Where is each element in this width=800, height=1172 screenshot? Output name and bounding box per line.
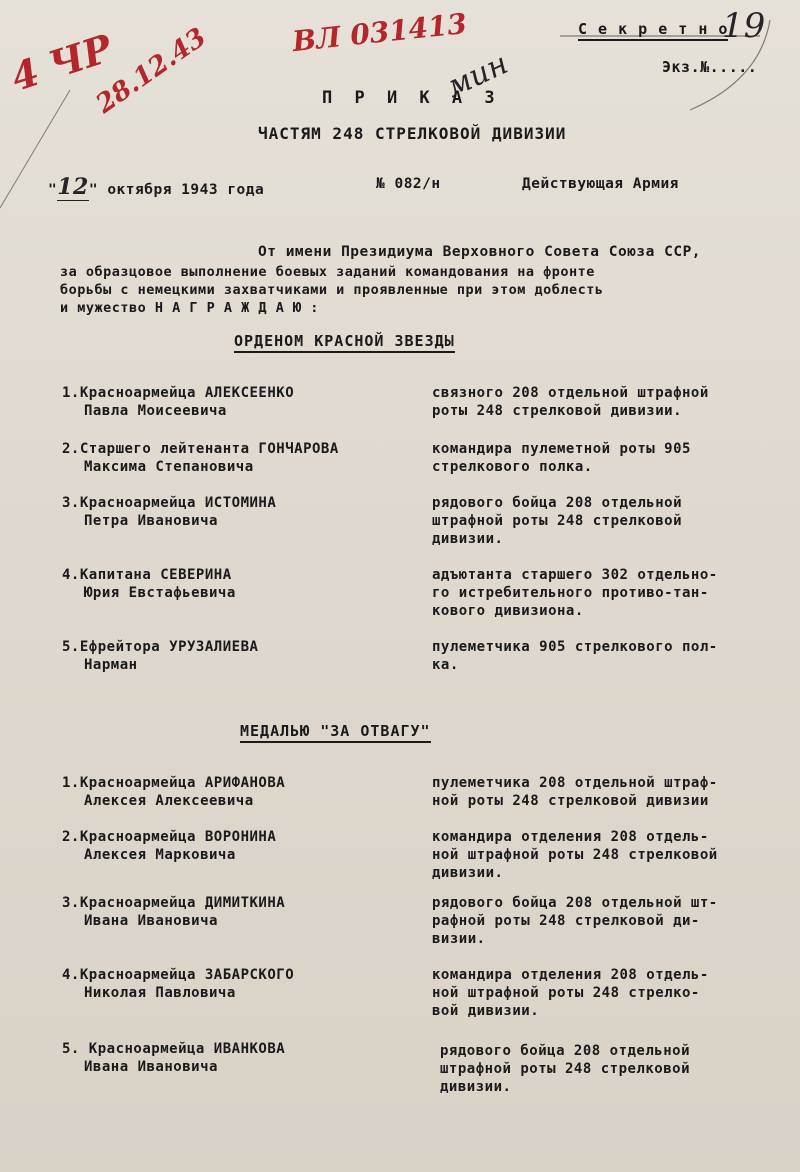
recipient-given-names: Алексея Алексеевича	[84, 793, 254, 809]
classification-label: С е к р е т н о	[578, 20, 728, 41]
section1-heading: ОРДЕНОМ КРАСНОЙ ЗВЕЗДЫ	[234, 332, 455, 353]
duty-line: стрелкового полка.	[432, 459, 593, 475]
duty-line: командира пулеметной роты 905	[432, 441, 691, 457]
duty-line: го истребительного противо-тан-	[432, 585, 709, 601]
recipient-rank-surname: 5. Красноармейца ИВАНКОВА	[62, 1041, 286, 1057]
recipient-rank-surname: 4.Красноармейца ЗАБАРСКОГО	[62, 967, 295, 983]
award-duty	[432, 828, 792, 882]
award-entry	[62, 894, 422, 930]
duty-line: рядового бойца 208 отдельной	[440, 1043, 691, 1059]
award-duty	[440, 1042, 800, 1096]
award-duty	[432, 494, 792, 548]
date-rest: октября 1943 года	[107, 182, 265, 198]
recipient-rank-surname: 1.Красноармейца АРИФАНОВА	[62, 775, 286, 791]
duty-line: визии.	[432, 931, 486, 947]
award-duty	[432, 440, 792, 476]
recipient-given-names: Петра Ивановича	[84, 513, 218, 529]
red-stamp-mark: 4 ЧР	[5, 25, 118, 100]
award-duty	[432, 966, 792, 1020]
order-number: № 082/н	[376, 176, 441, 192]
recipient-given-names: Ивана Ивановича	[84, 1059, 218, 1075]
section2-heading: МЕДАЛЬЮ "ЗА ОТВАГУ"	[240, 722, 431, 743]
recipient-rank-surname: 3.Красноармейца ИСТОМИНА	[62, 495, 277, 511]
duty-line: штрафной роты 248 стрелковой	[440, 1061, 691, 1077]
preamble-line-4: и мужество Н А Г Р А Ж Д А Ю :	[60, 300, 319, 316]
award-entry	[62, 828, 422, 864]
recipient-rank-surname: 2.Красноармейца ВОРОНИНА	[62, 829, 277, 845]
award-entry	[62, 384, 422, 420]
duty-line: дивизии.	[432, 865, 504, 881]
duty-line: ной роты 248 стрелковой дивизии	[432, 793, 709, 809]
award-duty	[432, 384, 792, 420]
duty-line: кового дивизиона.	[432, 603, 584, 619]
recipient-rank-surname: 3.Красноармейца ДИМИТКИНА	[62, 895, 286, 911]
recipient-given-names: Павла Моисеевича	[84, 403, 227, 419]
award-duty	[432, 894, 792, 948]
duty-line: пулеметчика 905 стрелкового пол-	[432, 639, 718, 655]
duty-line: пулеметчика 208 отдельной штраф-	[432, 775, 718, 791]
signature: мин	[440, 46, 514, 105]
duty-line: рядового бойца 208 отдельной	[432, 495, 683, 511]
duty-line: адъютанта старшего 302 отдельно-	[432, 567, 718, 583]
duty-line: вой дивизии.	[432, 1003, 540, 1019]
document-subtitle: ЧАСТЯМ 248 СТРЕЛКОВОЙ ДИВИЗИИ	[258, 124, 567, 143]
recipient-rank-surname: 2.Старшего лейтенанта ГОНЧАРОВА	[62, 441, 339, 457]
date-line: "12" октября 1943 года	[48, 174, 265, 200]
preamble-line-3: борьбы с немецкими захватчиками и проявленные при этом доблесть	[60, 282, 604, 298]
award-entry	[62, 1040, 422, 1076]
duty-line: дивизии.	[440, 1079, 512, 1095]
red-number-mark: ВЛ 031413	[290, 6, 469, 59]
recipient-given-names: Нарман	[84, 657, 138, 673]
recipient-given-names: Юрия Евстафьевича	[84, 585, 236, 601]
award-duty	[432, 566, 792, 620]
date-day: 12	[57, 174, 89, 200]
recipient-given-names: Николая Павловича	[84, 985, 236, 1001]
recipient-given-names: Максима Степановича	[84, 459, 254, 475]
award-entry	[62, 566, 422, 602]
award-entry	[62, 638, 422, 674]
award-entry	[62, 494, 422, 530]
duty-line: ной штрафной роты 248 стрелко-	[432, 985, 700, 1001]
duty-line: роты 248 стрелковой дивизии.	[432, 403, 683, 419]
recipient-rank-surname: 4.Капитана СЕВЕРИНА	[62, 567, 232, 583]
duty-line: рядового бойца 208 отдельной шт-	[432, 895, 718, 911]
copy-number: Экз.№.....	[662, 58, 758, 76]
recipient-rank-surname: 1.Красноармейца АЛЕКСЕЕНКО	[62, 385, 295, 401]
recipient-given-names: Ивана Ивановича	[84, 913, 218, 929]
duty-line: командира отделения 208 отдель-	[432, 967, 709, 983]
award-entry	[62, 440, 422, 476]
duty-line: штрафной роты 248 стрелковой	[432, 513, 683, 529]
recipient-rank-surname: 5.Ефрейтора УРУЗАЛИЕВА	[62, 639, 259, 655]
award-duty	[432, 638, 792, 674]
corner-scribble: 19	[722, 6, 766, 46]
document-title: П Р И К А З	[322, 88, 501, 108]
award-entry	[62, 966, 422, 1002]
duty-line: командира отделения 208 отдель-	[432, 829, 709, 845]
recipient-given-names: Алексея Марковича	[84, 847, 236, 863]
red-date-mark: 28.12.43	[90, 22, 212, 120]
preamble-line-1: От имени Президиума Верховного Совета Союза ССР,	[258, 244, 702, 260]
duty-line: рафной роты 248 стрелковой ди-	[432, 913, 700, 929]
duty-line: связного 208 отдельной штрафной	[432, 385, 709, 401]
duty-line: дивизии.	[432, 531, 504, 547]
duty-line: ка.	[432, 657, 459, 673]
award-duty	[432, 774, 792, 810]
location: Действующая Армия	[522, 176, 679, 192]
duty-line: ной штрафной роты 248 стрелковой	[432, 847, 718, 863]
preamble-line-2: за образцовое выполнение боевых заданий командования на фронте	[60, 264, 595, 280]
award-entry	[62, 774, 422, 810]
